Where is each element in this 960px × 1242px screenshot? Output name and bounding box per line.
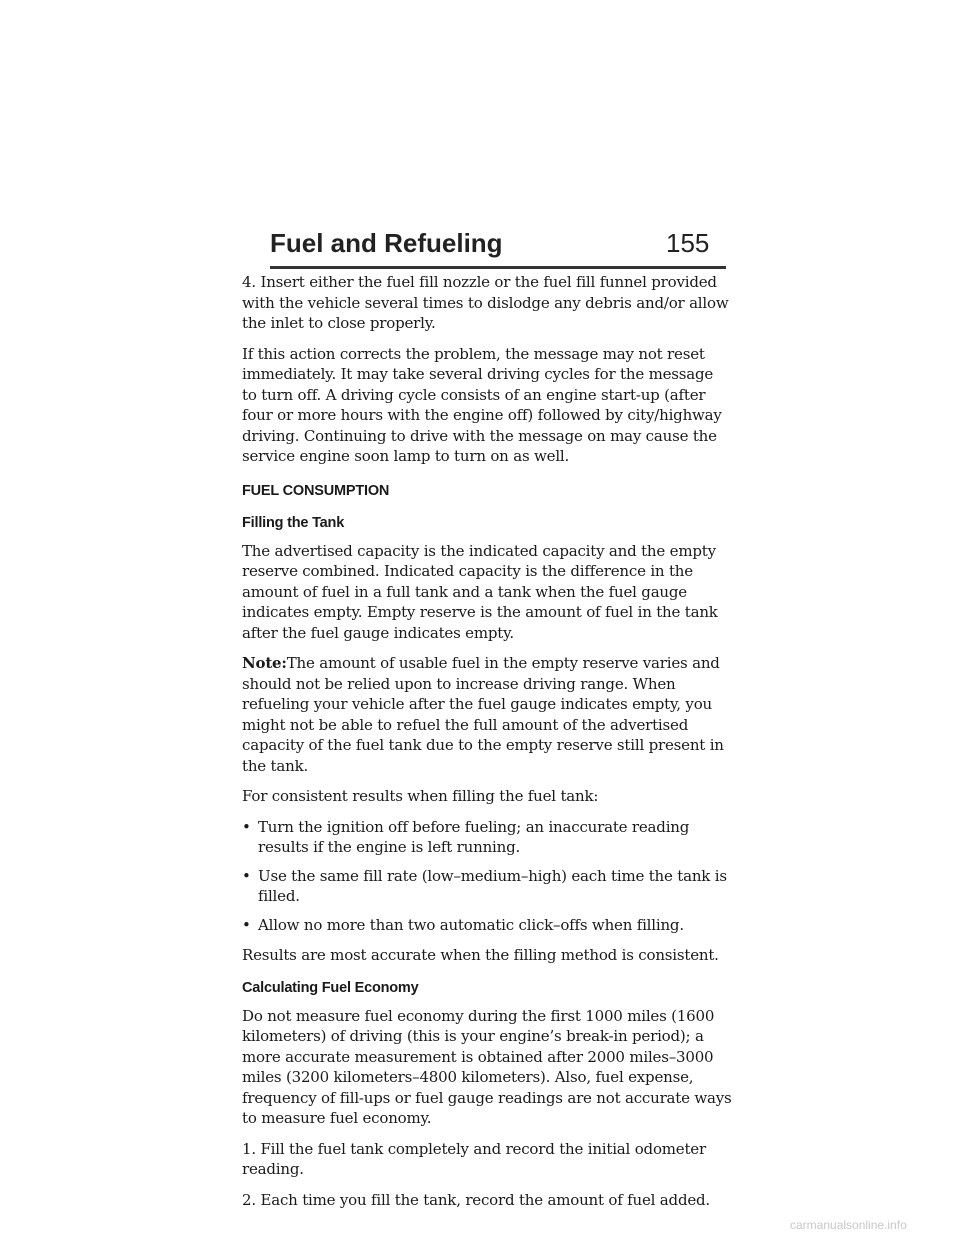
paragraph-consistent-results: For consistent results when filling the fuel tank: (242, 787, 599, 805)
page-header (270, 228, 726, 264)
page-number: 155 (666, 228, 710, 258)
list-item: • Use the same fill rate (low–medium–high) each time the tank is filled. (242, 866, 727, 905)
watermark: carmanualsonline.info (790, 1218, 907, 1232)
bullet-list (242, 817, 732, 936)
step-1: 1. Fill the fuel tank completely and record the initial odometer reading. (242, 1139, 706, 1178)
paragraph-results-accurate: Results are most accurate when the filling method is consistent. (242, 946, 719, 964)
paragraph-advertised-capacity: The advertised capacity is the indicated capacity and the empty reserve combined. Indicated capacity is the difference in the amount of fuel in a full tank and a tank when the fuel gauge indicates empty. Empty reserve is the amount of fuel in the tank after the fuel gauge indicates empty. (242, 541, 718, 642)
step-2: 2. Each time you fill the tank, record the amount of fuel added. (242, 1190, 710, 1209)
list-item: • Allow no more than two automatic click–offs when filling. (242, 915, 684, 934)
bullet-icon: • (242, 817, 251, 836)
bullet-icon: • (242, 915, 251, 934)
paragraph-message-reset: If this action corrects the problem, the message may not reset immediately. It may take several driving cycles for the message to turn off. A driving cycle consists of an engine start-up (after four or more hours with the engine off) followed by city/highway driving. Continuing to drive with the message on may cause the service engine soon lamp to turn on as well. (242, 344, 722, 465)
note-paragraph (242, 653, 732, 776)
list-item: • Turn the ignition off before fueling; an inaccurate reading results if the engine is left running. (242, 817, 690, 856)
bullet-icon: • (242, 866, 251, 885)
section-heading-fuel-consumption: FUEL CONSUMPTION (242, 482, 390, 499)
page-title: Fuel and Refueling (270, 228, 503, 258)
subheading-calculating-fuel-economy: Calculating Fuel Economy (242, 979, 419, 996)
subheading-filling-the-tank: Filling the Tank (242, 514, 345, 531)
note-text: The amount of usable fuel in the empty reserve varies and should not be relied upon to increase driving range. When refueling your vehicle after the fuel gauge indicates empty, you might not be able to refuel the full amount of the advertised capacity of the fuel tank due to the empty reserve still present in the tank. (242, 654, 724, 775)
paragraph-break-in-period: Do not measure fuel economy during the first 1000 miles (1600 kilometers) of driving (this is your engine’s break-in period); a more accurate measurement is obtained after 2000 miles–3000 miles (3200 kilometers–4800 kilometers). Also, fuel expense, frequency of fill-ups or fuel gauge readings are not accurate ways to measure fuel economy. (242, 1006, 732, 1127)
note-label: Note: (242, 654, 287, 672)
paragraph-step-4: 4. Insert either the fuel fill nozzle or the fuel fill funnel provided with the vehicle several times to dislodge any debris and/or allow the inlet to close properly. (242, 273, 729, 332)
page-content (242, 272, 732, 1220)
header-divider (270, 266, 726, 269)
